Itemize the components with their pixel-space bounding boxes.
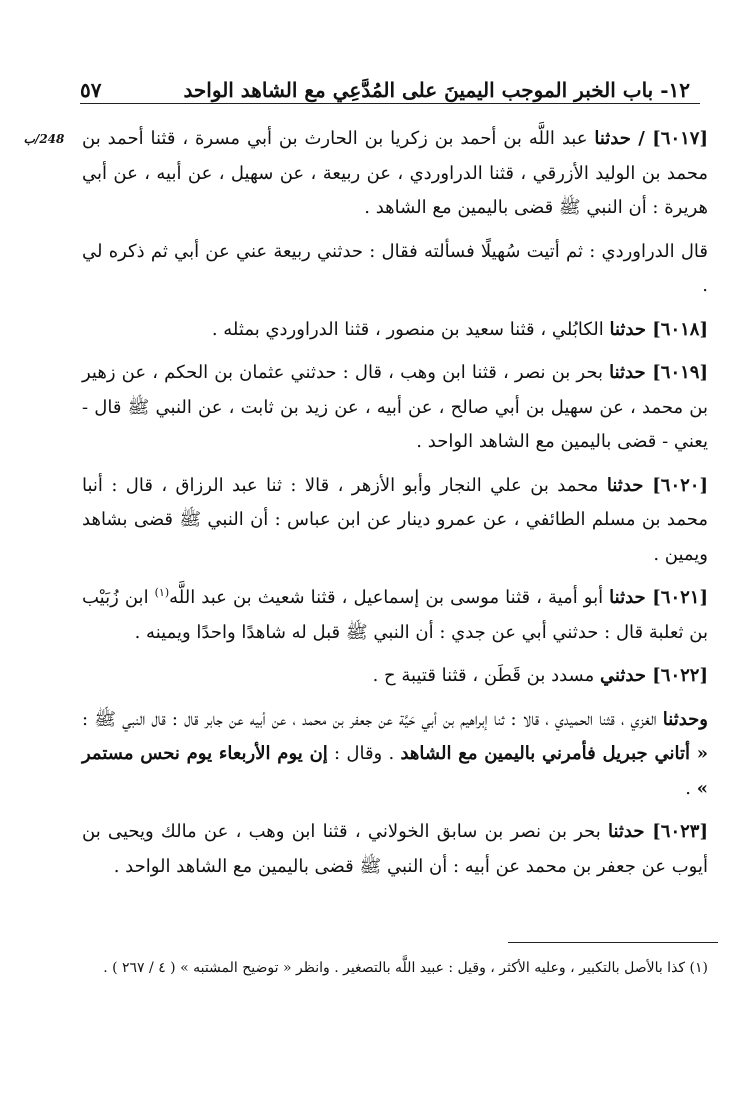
hadith-number: [٦٠١٧] / حدثنا [594, 128, 708, 149]
hadith-number: [٦٠٢٣] حدثنا [608, 821, 708, 842]
header-divider [80, 103, 700, 104]
footnote-divider [508, 942, 718, 943]
hadith-text: أبو أمية ، قثنا موسى بن إسماعيل ، قثنا شعيث بن عبد اللَّه [169, 587, 610, 608]
hadith-6017 [82, 122, 708, 226]
hadith-text: بحر بن نصر ، قثنا ابن وهب ، قال : حدثني عثمان بن الحكم ، عن زهير بن محمد ، عن سهيل بن أبي صالح ، عن أبيه ، عن زيد بن ثابت ، عن النبي ﷺ قال - يعني - قضى باليمين مع الشاهد الواحد . [82, 362, 708, 452]
page-header [80, 58, 690, 102]
hadith-text-mid: . وقال : [327, 743, 401, 764]
hadith-6018 [82, 313, 708, 348]
hadith-number: [٦٠٢٢] حدثني [599, 665, 708, 686]
hadith-text-end: . [685, 777, 697, 799]
hadith-number: [٦٠٢١] حدثنا [609, 587, 708, 608]
commentary-text: قال الدراوردي : ثم أتيت سُهيلًا فسألته فقال : حدثني ربيعة عني عن أبي ثم ذكره لي . [82, 240, 708, 296]
hadith-number: [٦٠١٨] حدثنا [609, 318, 708, 340]
main-text [82, 122, 708, 893]
prophetic-quote-2: إن يوم الأربعاء يوم نحس مستمر » [82, 743, 708, 799]
page-number: ٥٧ [80, 78, 102, 102]
hadith-text-continued: ابن زُبَيْب بن ثعلبة قال : حدثني أبي عن جدي : أن النبي ﷺ قبل له شاهدًا واحدًا ويمينه . [82, 587, 708, 643]
narration-keyword: وحدثنا [662, 708, 708, 730]
hadith-number: [٦٠٢٠] حدثنا [606, 474, 708, 496]
hadith-6020 [82, 469, 708, 573]
hadith-text: محمد بن علي النجار وأبو الأزهر ، قالا : ثنا عبد الرزاق ، قال : أنبا محمد بن مسلم الطائفي ، عن عمرو دينار عن ابن عباس : أن النبي ﷺ قضى بشاهد ويمين . [82, 474, 708, 565]
hadith-text: الغزي ، قثنا الحميدي ، قالا : ثنا إبراهيم بن أبي حَيَّة عن جعفر بن محمد ، عن أبيه عن جابر قال : قال النبي ﷺ : [82, 708, 663, 730]
manuscript-folio-marker: 248/ب [23, 132, 65, 146]
prophetic-quote: « أتاني جبريل فأمرني باليمين مع الشاهد [400, 743, 709, 764]
footnote: (١) كذا بالأصل بالتكبير ، وعليه الأكثر ، وقيل : عبيد اللَّه بالتصغير . وانظر « توضيح المشتبه » ( ٤ / ٢٦٧ ) . [103, 960, 708, 976]
hadith-6023 [82, 815, 708, 884]
hadith-6019 [82, 356, 708, 460]
hadith-text: بحر بن نصر بن سابق الخولاني ، قثنا ابن وهب ، عن مالك ويحيى بن أيوب عن جعفر بن محمد عن أبيه : أن النبي ﷺ قضى باليمين مع الشاهد الواحد . [82, 821, 708, 877]
commentary-paragraph [82, 235, 708, 304]
hadith-text: مسدد بن قَطَن ، قثنا قتيبة ح . [372, 665, 600, 686]
hadith-6021 [82, 581, 708, 650]
hadith-text: عبد اللَّه بن أحمد بن زكريا بن الحارث بن أبي مسرة ، قثنا أحمد بن محمد بن الوليد الأزرقي ، قثنا الدراوردي ، عن ربيعة ، عن سهيل ، عن أبيه ، عن أبي هريرة : أن النبي ﷺ قضى باليمين مع الشاهد . [82, 128, 708, 218]
hadith-text: الكابُلي ، قثنا سعيد بن منصور ، قثنا الدراوردي بمثله . [211, 318, 610, 340]
hadith-6022-chain [82, 703, 708, 807]
hadith-number: [٦٠١٩] حدثنا [609, 362, 708, 383]
footnote-reference[interactable]: (١) [154, 586, 170, 599]
chapter-title: ١٢- باب الخبر الموجب اليمينَ على المُدَّعِي مع الشاهد الواحد [183, 78, 690, 102]
hadith-6022 [82, 659, 708, 694]
